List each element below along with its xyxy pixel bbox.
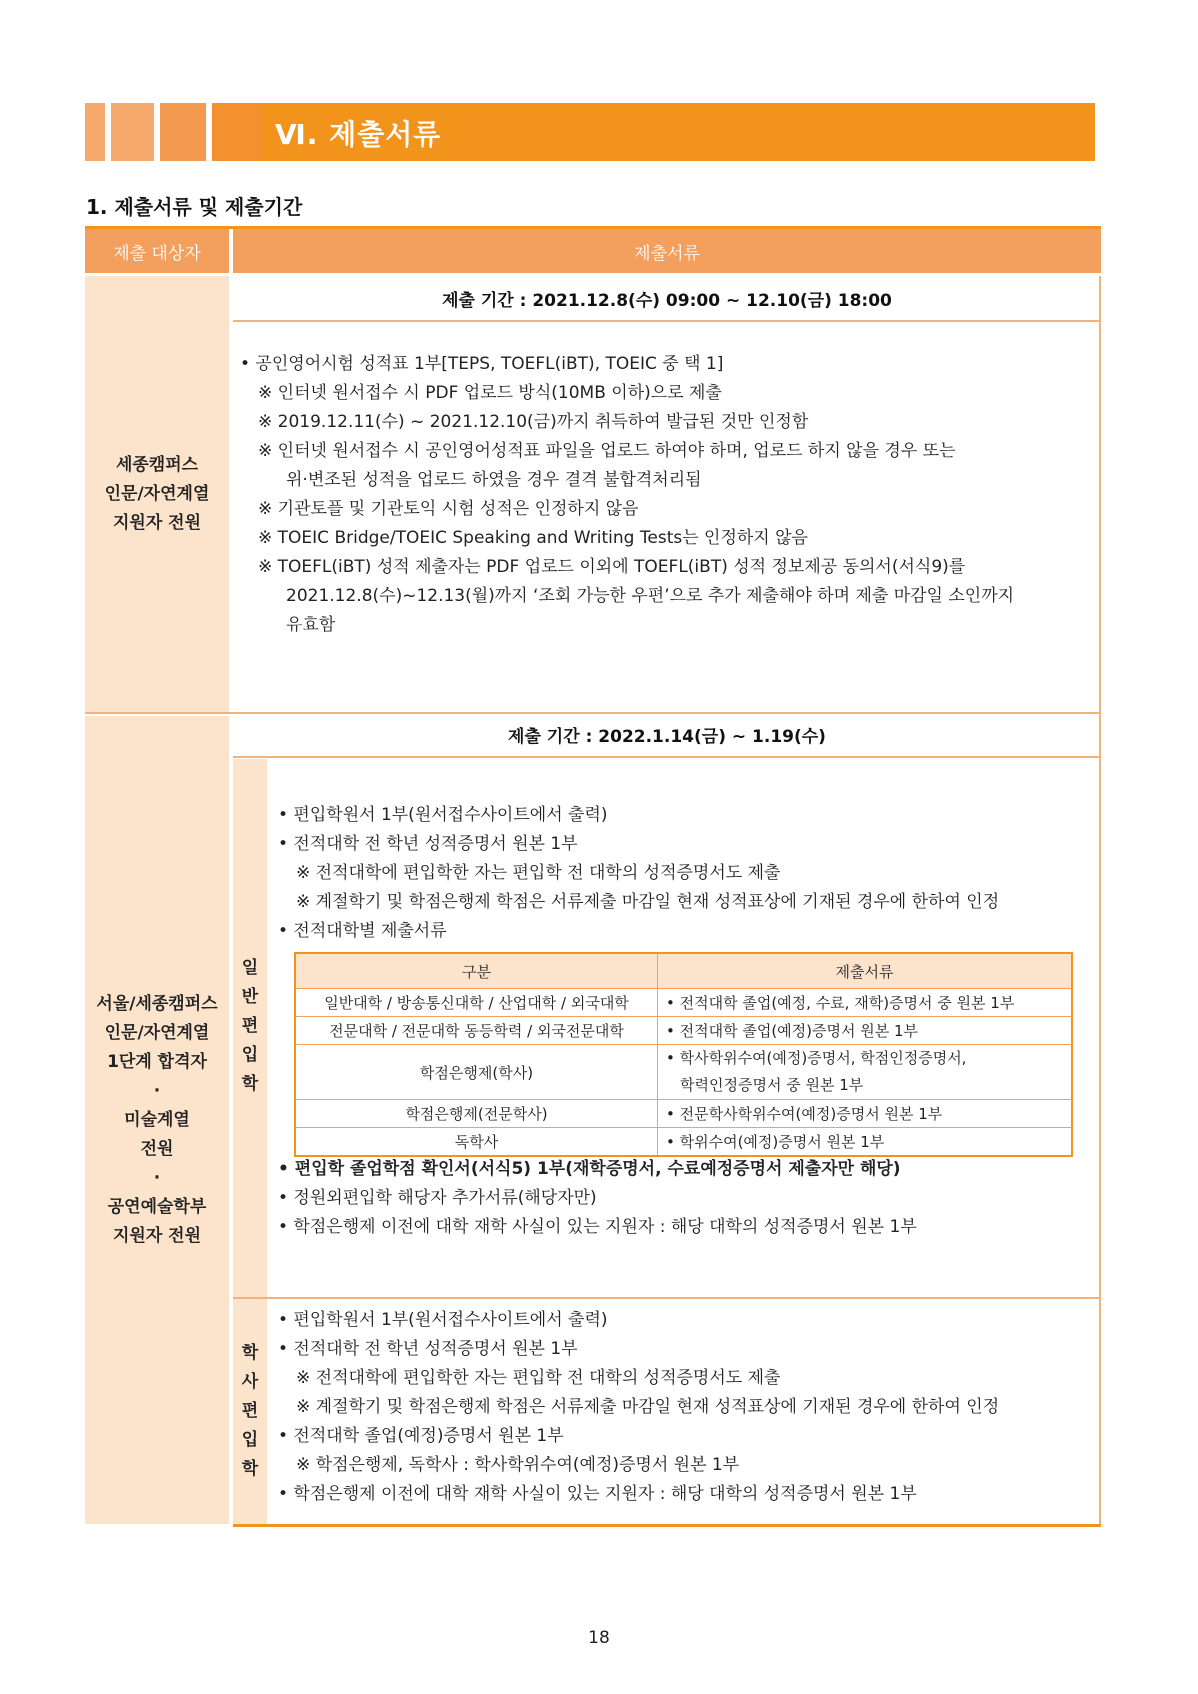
note-item-cont: 유효함 (286, 615, 336, 635)
header-deco-block (212, 103, 262, 161)
table-cell: 일반대학 / 방송통신대학 / 산업대학 / 외국대학 (295, 989, 658, 1017)
table-cell: 전문대학 / 전문대학 동등학력 / 외국전문대학 (295, 1017, 658, 1045)
table-row (295, 1100, 1072, 1128)
target-line: 인문/자연계열 (104, 484, 210, 504)
vertical-char: 편 (241, 1016, 259, 1036)
table-row (295, 989, 1072, 1017)
note-item-cont: 2021.12.8(수)~12.13(월)까지 ‘조회 가능한 우편’으로 추가 제출해야 하며 제출 마감일 소인까지 (286, 586, 1015, 606)
list-item: • 정원외편입학 해당자 추가서류(해당자만) (278, 1188, 597, 1208)
note-item: ※ 기관토플 및 기관토익 시험 성적은 인정하지 않음 (258, 499, 639, 519)
table-row (295, 1017, 1072, 1045)
general-transfer-label-cell (233, 759, 267, 1297)
table-row (295, 1045, 1072, 1100)
note-item: ※ TOEIC Bridge/TOEIC Speaking and Writing Tests는 인정하지 않음 (258, 528, 808, 548)
table-cell: • 전적대학 졸업(예정)증명서 원본 1부 (658, 1017, 1073, 1045)
list-item: • 전적대학 전 학년 성적증명서 원본 1부 (278, 1339, 578, 1359)
table-header-row (295, 953, 1072, 989)
note-item: ※ 전적대학에 편입학한 자는 편입학 전 대학의 성적증명서도 제출 (296, 1368, 781, 1388)
row1-document-list (240, 350, 1014, 640)
vertical-char: 학 (241, 1343, 259, 1363)
general-document-list-bottom (278, 1155, 917, 1242)
section-title: Ⅵ. 제출서류 (275, 118, 442, 151)
table-cell: 학점은행제(전문학사) (295, 1100, 658, 1128)
period-1: 제출 기간 : 2021.12.8(수) 09:00 ~ 12.10(금) 18:00 (233, 276, 1101, 322)
note-item: ※ 계절학기 및 학점은행제 학점은 서류제출 마감일 현재 성적표상에 기재된 경우에 한하여 인정 (296, 1397, 1000, 1417)
table-row (295, 1128, 1072, 1157)
cell-line: 학력인정증명서 중 원본 1부 (680, 1076, 864, 1094)
page-number: 18 (588, 1628, 610, 1648)
note-item: ※ 계절학기 및 학점은행제 학점은 서류제출 마감일 현재 성적표상에 기재된 경우에 한하여 인정 (296, 892, 1000, 912)
target-line: 공연예술학부 (107, 1196, 207, 1217)
list-item: • 전적대학 전 학년 성적증명서 원본 1부 (278, 834, 578, 854)
note-item: ※ 2019.12.11(수) ~ 2021.12.10(금)까지 취득하여 발급된 것만 인정함 (258, 412, 809, 432)
note-item: ※ 전적대학에 편입학한 자는 편입학 전 대학의 성적증명서도 제출 (296, 863, 781, 883)
vertical-char: 편 (241, 1401, 259, 1421)
list-item: • 전적대학별 제출서류 (278, 921, 447, 941)
header-deco-block (111, 103, 154, 161)
table-cell: • 전문학사학위수여(예정)증명서 원본 1부 (658, 1100, 1073, 1128)
vertical-char: 일 (241, 958, 259, 978)
vertical-char: 입 (241, 1430, 259, 1450)
table-header: 구분 (295, 953, 658, 989)
note-item-cont: 위·변조된 성적을 업로드 하였을 경우 결격 불합격처리됨 (286, 470, 702, 490)
vertical-char: 입 (241, 1045, 259, 1065)
table-cell: • 전적대학 졸업(예정, 수료, 재학)증명서 중 원본 1부 (658, 989, 1073, 1017)
header-deco-block (160, 103, 206, 161)
table-cell: • 학위수여(예정)증명서 원본 1부 (658, 1128, 1073, 1157)
target-line: 서울/세종캠퍼스 (96, 993, 218, 1014)
subsection-title: 1. 제출서류 및 제출기간 (86, 195, 303, 219)
cell-line: • 학사학위수여(예정)증명서, 학점인정증명서, (666, 1049, 967, 1067)
header-deco-block (85, 103, 105, 161)
table-right-border (1099, 276, 1101, 1524)
table-bottom-border (233, 1524, 1101, 1527)
list-item: • 편입학원서 1부(원서접수사이트에서 출력) (278, 1310, 608, 1330)
target-line: 미술계열 (124, 1109, 190, 1130)
vertical-char: 학 (241, 1074, 259, 1094)
target-line: · (153, 1080, 161, 1101)
note-item: ※ 인터넷 원서접수 시 공인영어성적표 파일을 업로드 하여야 하며, 업로드 하지 않을 경우 또는 (258, 441, 956, 461)
list-item (278, 1155, 917, 1184)
list-item: • 학점은행제 이전에 대학 재학 사실이 있는 지원자 : 해당 대학의 성적증명서 원본 1부 (278, 1484, 917, 1504)
target-line: 인문/자연계열 (104, 1022, 210, 1043)
list-item: • 학점은행제 이전에 대학 재학 사실이 있는 지원자 : 해당 대학의 성적증명서 원본 1부 (278, 1217, 917, 1237)
column-header-target: 제출 대상자 (85, 229, 229, 273)
column-header-docs: 제출서류 (233, 229, 1101, 273)
table-cell: 학점은행제(학사) (295, 1045, 658, 1100)
bachelor-transfer-label-cell (233, 1299, 267, 1524)
list-item: • 전적대학 졸업(예정)증명서 원본 1부 (278, 1426, 564, 1446)
note-item: ※ TOEFL(iBT) 성적 제출자는 PDF 업로드 이외에 TOEFL(iBT) 성적 정보제공 동의서(서식9)를 (258, 557, 966, 577)
target-line: 1단계 합격자 (107, 1051, 207, 1072)
target-line: 세종캠퍼스 (115, 455, 199, 475)
target-line: · (153, 1167, 161, 1188)
bold-item: • 편입학 졸업학점 확인서(서식5) 1부(재학증명서, 수료예정증명서 제출자만 해당) (278, 1159, 901, 1179)
note-item: ※ 학점은행제, 독학사 : 학사학위수여(예정)증명서 원본 1부 (296, 1455, 740, 1475)
vertical-char: 반 (241, 987, 259, 1007)
target-line: 지원자 전원 (112, 1225, 201, 1246)
vertical-char: 사 (241, 1372, 259, 1392)
table-header: 제출서류 (658, 953, 1073, 989)
note-item: ※ 인터넷 원서접수 시 PDF 업로드 방식(10MB 이하)으로 제출 (258, 383, 722, 403)
target-cell-sejong (85, 276, 229, 713)
target-line: 지원자 전원 (112, 513, 202, 533)
vertical-char: 학 (241, 1459, 259, 1479)
list-item: • 공인영어시험 성적표 1부[TEPS, TOEFL(iBT), TOEIC 중 택 1] (240, 354, 724, 374)
section-header (85, 103, 1095, 161)
prior-school-docs-table (294, 952, 1073, 1157)
bachelor-document-list (278, 1306, 999, 1509)
period-2: 제출 기간 : 2022.1.14(금) ~ 1.19(수) (233, 712, 1101, 758)
subblock-separator (233, 1297, 1101, 1299)
table-cell (658, 1045, 1073, 1100)
table-cell: 독학사 (295, 1128, 658, 1157)
target-line: 전원 (140, 1138, 174, 1159)
target-cell-seoul-sejong (85, 716, 229, 1524)
list-item: • 편입학원서 1부(원서접수사이트에서 출력) (278, 805, 608, 825)
general-document-list (278, 801, 999, 946)
